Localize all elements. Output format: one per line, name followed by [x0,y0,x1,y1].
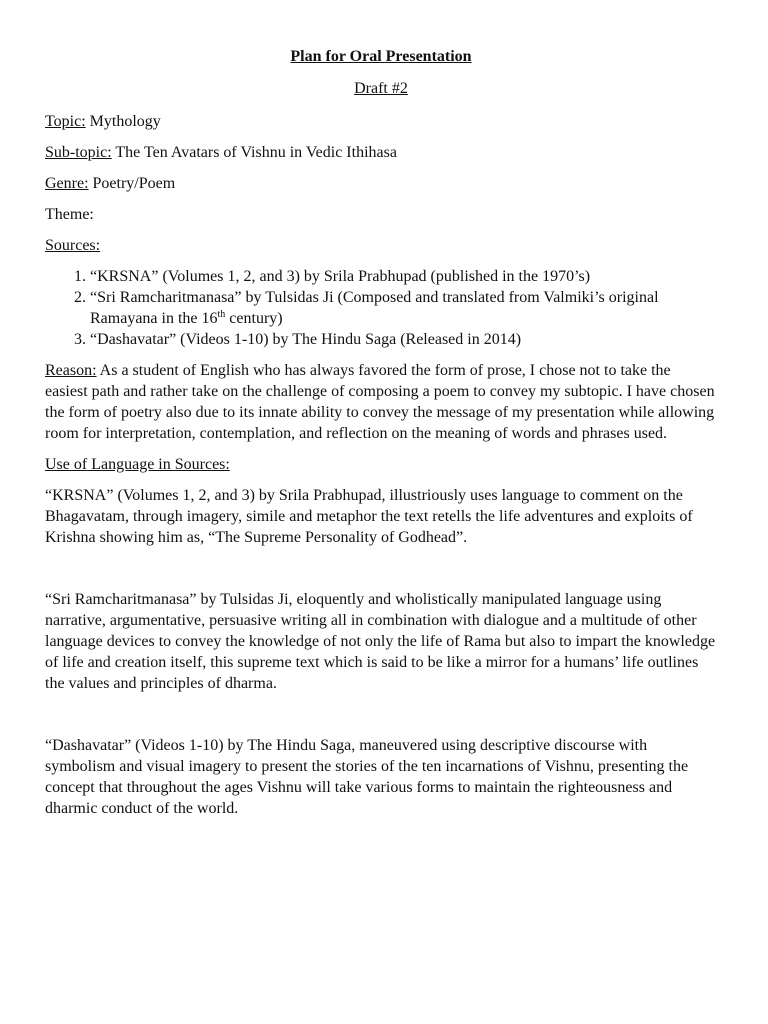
subtopic-value: The Ten Avatars of Vishnu in Vedic Ithihasa [111,144,397,161]
language-section-heading: Use of Language in Sources: [45,456,230,473]
source-item [90,287,717,329]
source-item: 3. “Dashavatar” (Videos 1-10) by The Hindu Saga (Released in 2014) [90,329,717,350]
draft-label: Draft #2 [354,80,408,97]
language-paragraph: “Sri Ramcharitmanasa” by Tulsidas Ji, eloquently and wholistically manipulated language using narrative, argumentative, persuasive writing all in combination with dialogue and a multitude of other language devices to convey the knowledge of not only the life of Rama but also to impart the knowledge of life and creation itself, this supreme text which is said to be like a mirror for a humans’ life outlines the values and principles of dharma. [45,591,716,692]
topic-line [45,111,717,132]
source-item-text-end: century) [225,310,283,327]
topic-label: Topic: [45,113,86,130]
source-item: 1. “KRSNA” (Volumes 1, 2, and 3) by Srila Prabhupad (published in the 1970’s) [90,266,717,287]
language-paragraph: “Dashavatar” (Videos 1-10) by The Hindu Saga, maneuvered using descriptive discourse with symbolism and visual imagery to present the stories of the ten incarnations of Vishnu, presenting the concept that throughout the ages Vishnu will take various forms to maintain the righteousness and dharmic conduct of the world. [45,737,689,817]
reason-paragraph [45,360,717,444]
theme-label: Theme: [45,206,94,223]
source-item-superscript: th [217,309,226,320]
topic-value: Mythology [85,113,161,130]
subtopic-line [45,142,717,163]
genre-value: Poetry/Poem [88,175,176,192]
sources-line [45,235,717,256]
subtopic-label: Sub-topic: [45,144,112,161]
reason-label: Reason: [45,362,97,379]
language-paragraph: “KRSNA” (Volumes 1, 2, and 3) by Srila Prabhupad, illustriously uses language to comment on the Bhagavatam, through imagery, simile and metaphor the text retells the life adventures and exploits of Krishna showing him as, “The Supreme Personality of Godhead”. [45,487,693,546]
sources-list [45,266,717,350]
genre-label: Genre: [45,175,89,192]
theme-line [45,204,717,225]
sources-label: Sources: [45,237,101,254]
reason-text: As a student of English who has always favored the form of prose, I chose not to take the easiest path and rather take on the challenge of composing a poem to convey my subtopic. I have chosen the form of poetry also due to its innate ability to convey the message of my presentation while allowing room for interpretation, contemplation, and reflection on the meaning of words and phrases used. [45,362,715,442]
genre-line [45,173,717,194]
source-item-text: “Sri Ramcharitmanasa” by Tulsidas Ji (Composed and translated from Valmiki’s original Ramayana in the 16 [90,289,659,327]
document-title: Plan for Oral Presentation [290,48,472,65]
